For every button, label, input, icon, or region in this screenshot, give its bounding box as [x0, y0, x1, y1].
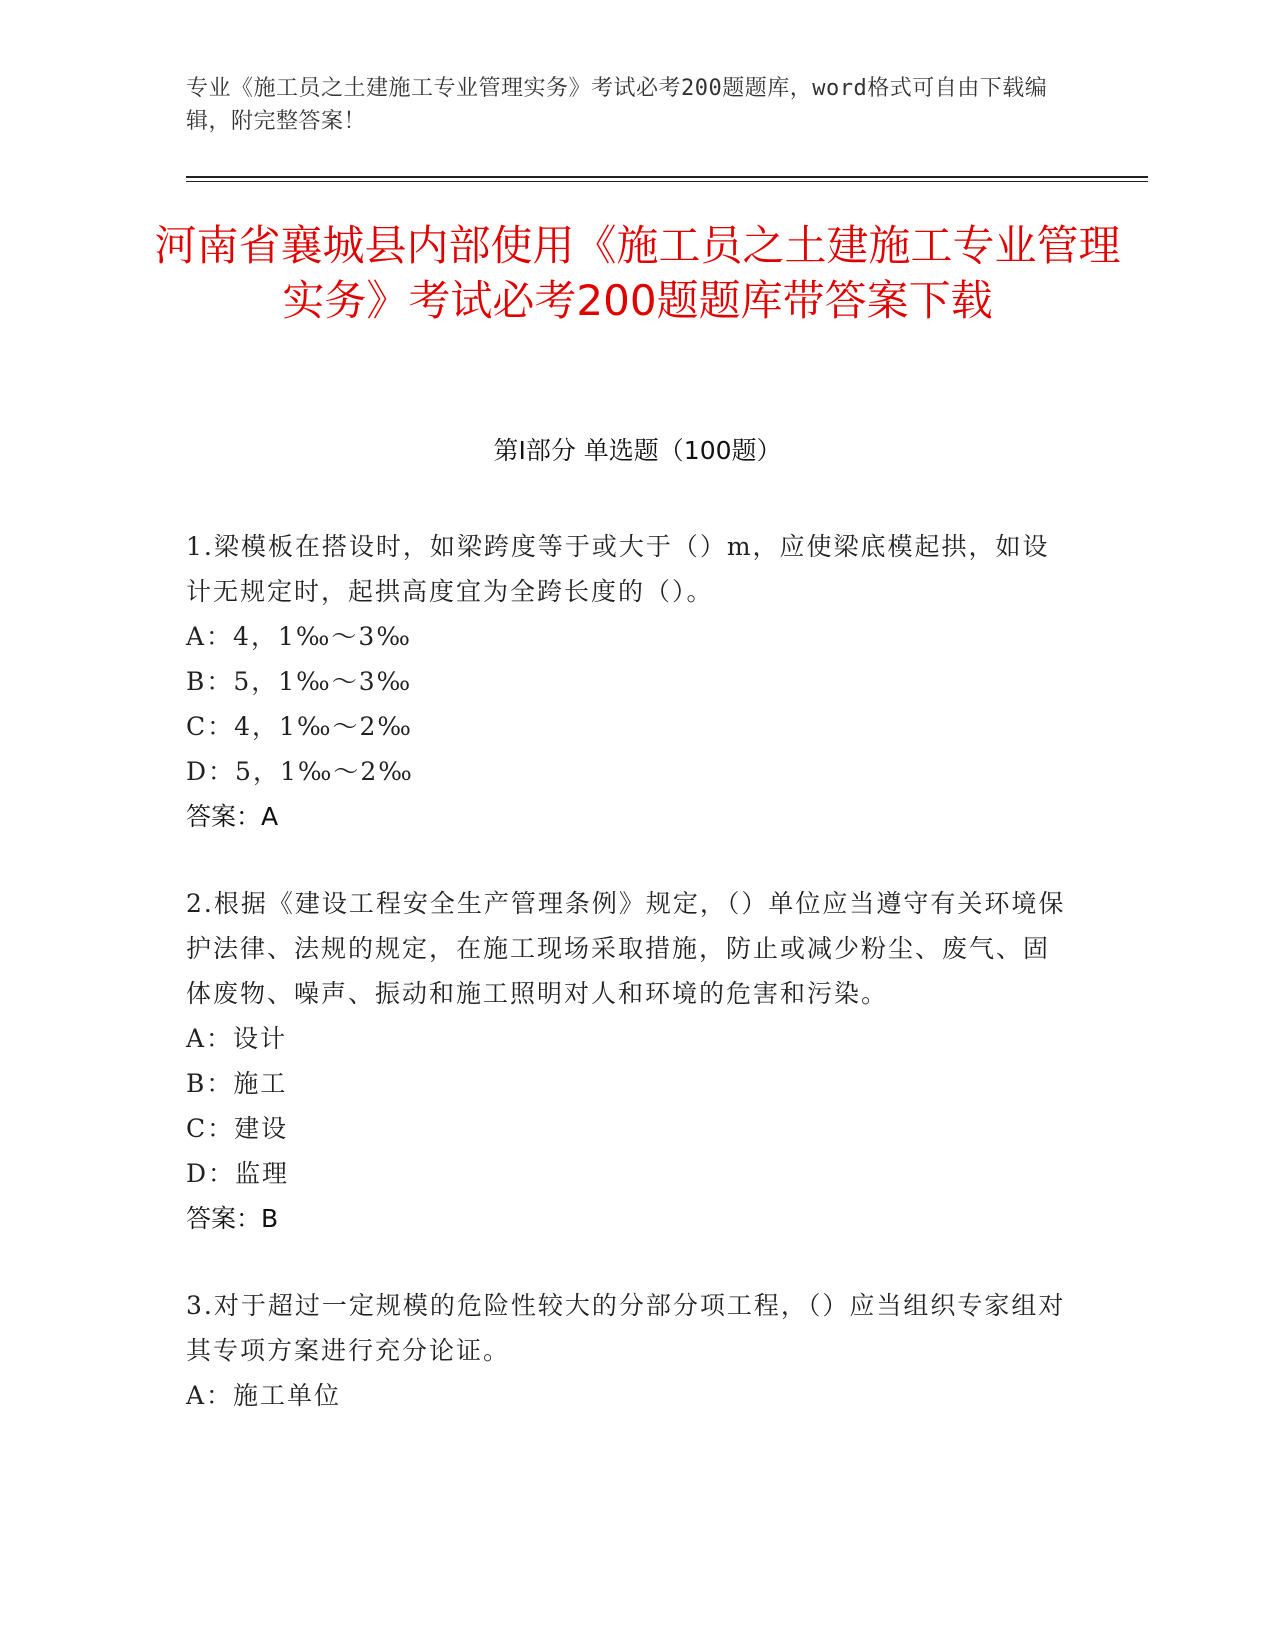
question-item	[186, 1283, 1066, 1418]
question-item	[186, 881, 1066, 1241]
option-a: A：设计	[186, 1024, 288, 1053]
option-a: A：施工单位	[186, 1381, 342, 1410]
option-c: C：建设	[186, 1114, 289, 1143]
question-stem: 1.梁模板在搭设时，如梁跨度等于或大于（）m，应使梁底模起拱，如设计无规定时，起拱高度宜为全跨长度的（）。	[186, 532, 1050, 606]
option-b: B：5，1‰～3‰	[186, 667, 413, 696]
option-b: B：施工	[186, 1069, 288, 1098]
option-d: D：5，1‰～2‰	[186, 757, 414, 786]
header-divider-thick	[186, 176, 1148, 178]
question-item	[186, 524, 1066, 839]
answer: 答案：A	[186, 802, 279, 831]
option-d: D：监理	[186, 1159, 290, 1188]
header-note: 专业《施工员之土建施工专业管理实务》考试必考200题题库，word格式可自由下载编辑，附完整答案！	[186, 76, 1048, 134]
document-title: 河南省襄城县内部使用《施工员之土建施工专业管理实务》考试必考200题题库带答案下载	[154, 221, 1121, 325]
question-list	[186, 524, 1066, 1460]
header-divider-thin	[186, 181, 1148, 182]
question-stem: 2.根据《建设工程安全生产管理条例》规定，（）单位应当遵守有关环境保护法律、法规的规定，在施工现场采取措施，防止或减少粉尘、废气、固体废物、噪声、振动和施工照明对人和环境的危害和污染。	[186, 889, 1066, 1008]
section-title: 第I部分 单选题（100题）	[493, 436, 782, 465]
answer: 答案：B	[186, 1204, 279, 1233]
option-a: A：4，1‰～3‰	[186, 622, 412, 651]
option-c: C：4，1‰～2‰	[186, 712, 413, 741]
question-stem: 3.对于超过一定规模的危险性较大的分部分项工程，（）应当组织专家组对其专项方案进行充分论证。	[186, 1291, 1066, 1365]
